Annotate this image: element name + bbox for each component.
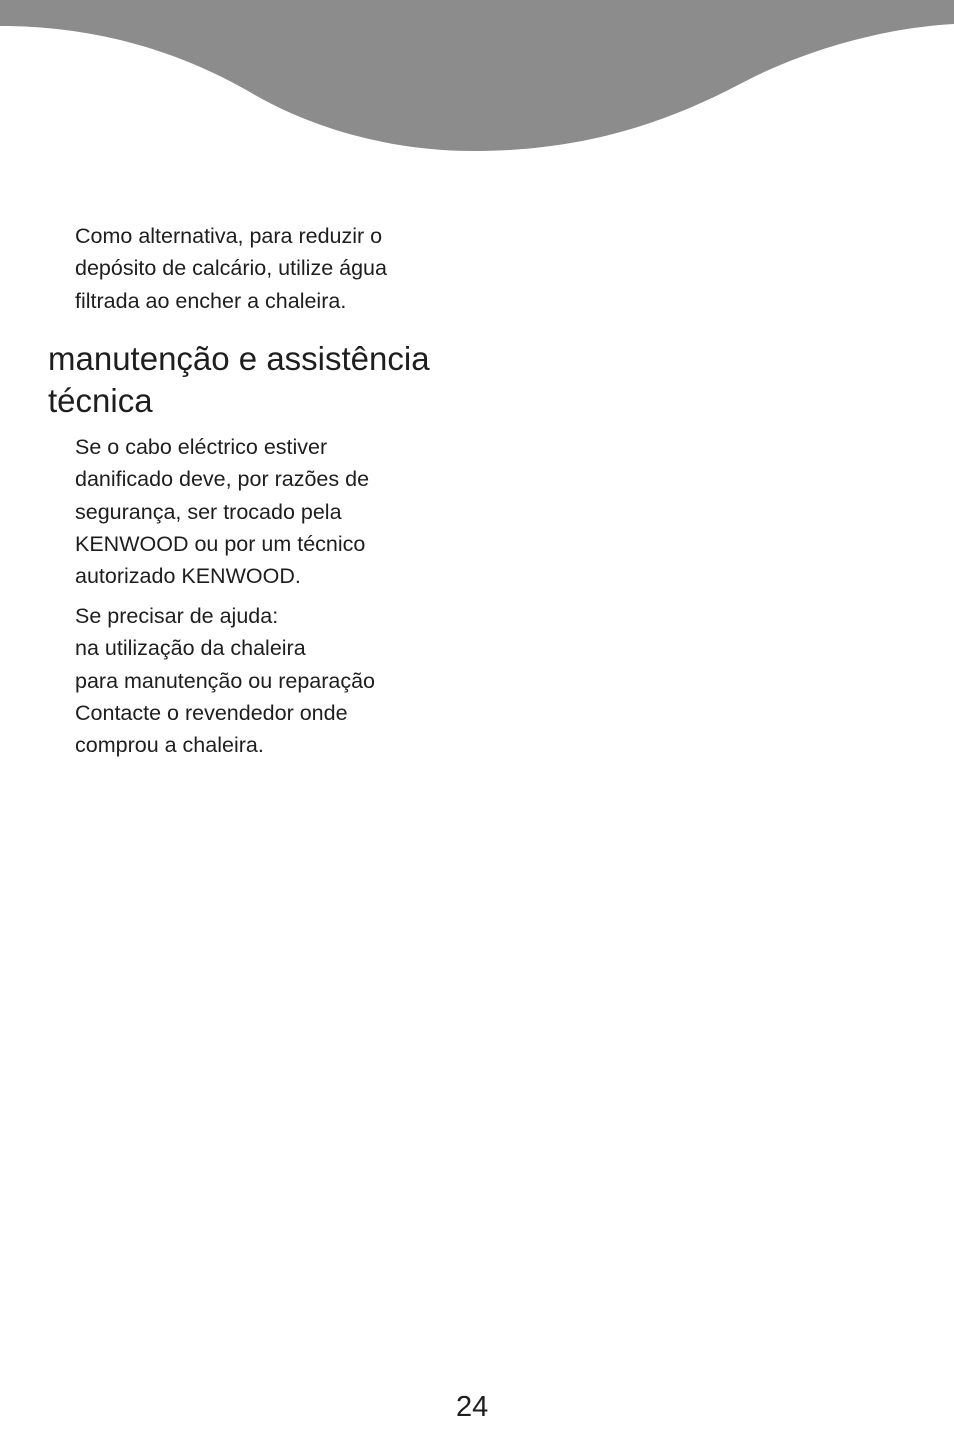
cable-line: autorizado KENWOOD. [75,564,301,589]
intro-line: filtrada ao encher a chaleira. [75,288,347,313]
section-title-line: técnica [48,382,153,419]
section-title-line: manutenção e assistência [48,340,430,377]
intro-line: Como alternativa, para reduzir o [75,224,383,248]
help-paragraph [75,600,455,761]
help-line: Se precisar de ajuda: [75,604,279,628]
page-number: 24 [456,1391,489,1423]
cable-line: Se o cabo eléctrico estiver [75,435,328,459]
intro-paragraph [75,220,455,317]
header-wave-band [0,0,954,160]
cable-paragraph [75,431,455,592]
cable-line: KENWOOD ou por um técnico [75,531,366,556]
cable-line: danificado deve, por razões de [75,467,370,492]
cable-line: segurança, ser trocado pela [75,499,342,524]
header-wave-shape [0,0,954,151]
help-line: na utilização da chaleira [75,636,306,661]
help-line: para manutenção ou reparação [75,668,376,693]
section-title [48,338,430,422]
intro-line: depósito de calcário, utilize água [75,256,387,281]
help-line: comprou a chaleira. [75,733,264,758]
help-line: Contacte o revendedor onde [75,700,348,725]
